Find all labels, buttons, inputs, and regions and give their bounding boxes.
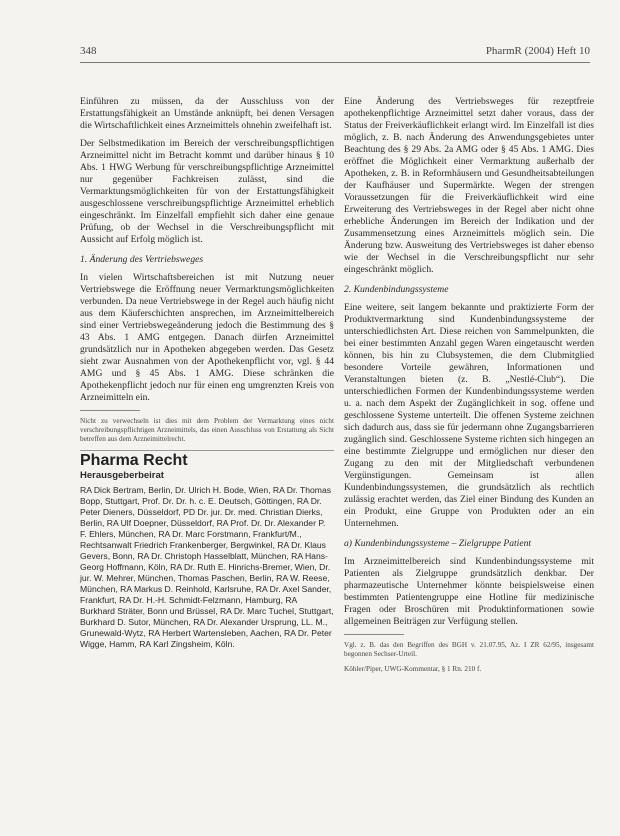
footnote-rule: [344, 634, 404, 635]
paragraph: In vielen Wirtschaftsbereichen ist mit Nutzung neuer Vertriebswege die Eröffnung neuer Vermarktungsmöglichkeiten verbunden. Da neue Vertriebswege in der Regel auch häufig nicht aus dem Käuferschichten ansprechen, im Arzneimittelbereich sind einer Vertriebswegeänderung jedoch die Bestimmung des § 43 Abs. 1 AMG entgegen. Danach dürfen Arzneimittel grundsätzlich nur in Apotheken abgegeben werden. Das Gesetz sieht zwar Ausnahmen von der Apothekenpflicht vor, vgl. § 44 AMG und § 45 Abs. 1 AMG. Diese schränken die Apothekenpflicht jedoch nur für einen eng umgrenzten Kreis von Arzneimitteln ein.: [80, 272, 334, 403]
journal-title: PharmR (2004) Heft 10: [485, 45, 590, 57]
paragraph: Einführen zu müssen, da der Ausschluss von der Erstattungsfähigkeit an Umstände anknüpft, bei denen Versagen die Wirtschaftlichkeit eines Arzneimittels ohnehin zweifelhaft ist.: [80, 96, 334, 131]
box-body: RA Dick Bertram, Berlin, Dr. Ulrich H. Bode, Wien, RA Dr. Thomas Bopp, Stuttgart, Prof. Dr. Dr. h. c. E. Deutsch, Göttingen, RA Dr. Peter Dieners, Düsseldorf, PD Dr. jur. Dr. med. Christian Dierks, Berlin, RA Ulf Doepner, Düsseldorf, RA Prof. Dr. Dr. Alexander P. F. Ehlers, München, RA Dr. Marc Forstmann, Frankfurt/M., Rechtsanwalt Friedrich Frankenberger, Bergwinkel, RA Dr. Klaus Gevers, Bonn, RA Dr. Christoph Hasselblatt, München, RA Hans-Georg Hoffmann, Köln, RA Dr. Ruth E. Hinrichs-Bremer, Wien, Dr. jur. W. Mehrer, München, Thomas Paschen, Berlin, RA W. Reese, München, RA Markus D. Reinhold, Karlsruhe, RA Dr. Axel Sander, Frankfurt, RA Dr. H.-H. Schmidt-Felzmann, Hamburg, RA Burkhard Sträter, Bonn und Brüssel, RA Dr. Marc Tuchel, Stuttgart, Burkhard D. Sutor, München, RA Dr. Alexander Ursprung, LL. M., Grunewald-Wytz, RA Herbert Wartensleben, Aachen, RA Dr. Peter Wigge, Hamm, RA Karl Zingsheim, Köln.: [80, 485, 334, 649]
paragraph: Im Arzneimittelbereich sind Kundenbindungssysteme mit Patienten als Zielgruppe grundsätzlich denkbar. Der pharmazeutische Unternehmer könnte beispielsweise einen bestimmten Patientengruppe eine Hotline für medizinische Fragen oder Broschüren mit Produktinformationen sowie allgemeinen Beiträgen zur Verfügung stellen.: [344, 556, 594, 627]
paragraph: Eine Änderung des Vertriebsweges für rezeptfreie apothekenpflichtige Arzneimittel setzt daher voraus, dass der Status der Freiverkäuflichkeit erlangt wird. Im Einzelfall ist dies möglich, z. B. nach Änderung des Anwendungsgebietes unter Beachtung des § 29 Abs. 2a AMG oder § 45 Abs. 1 AMG. Dies eröffnet die Möglichkeit einer Vermarktung außerhalb der Apotheken, z. B. in Reformhäusern und Gesundheitsabteilungen der Kaufhäuser und Supermärkte. Wegen der strengen Voraussetzungen für die Freiverkäuflichkeit wird eine Erweiterung des Vertriebsweges in der Regel aber nicht ohne erhebliche Änderungen im Bereich der Indikation und der Zusammensetzung eines Arzneimittels möglich sein. Die Änderung bzw. Ausweitung des Vertriebsweges ist daher ebenso wie der Wechsel in die Verschreibungspflicht nur sehr eingeschränkt möglich.: [344, 96, 594, 275]
paragraph: Eine weitere, seit langem bekannte und praktizierte Form der Produktvermarktung sind Kundenbindungssysteme der unterschiedlichsten Art. Diese reichen von Sammelpunkten, die bei einer bestimmten Anzahl gegen Waren eingetauscht werden können, bis hin zu Clubsystemen, die dem Clubmitglied besondere Vorteile gewähren, Informationen und Veranstaltungen bieten (z. B. „Nestlé-Club“). Die unterschiedlichen Formen der Kundenbindungssysteme werden u. a. nach dem Aspekt der Zugänglichkeit in sog. offene und geschlossene Systeme unterteilt. Die offenen Systeme zeichnen sich dadurch aus, dass sie für jedermann ohne Zugangsbarrieren zugänglich sind. Geschlossene Systeme richten sich hingegen an eine bestimmte Zielgruppe und ermöglichen nur dieser den Zugang zu den mit der Mitgliedschaft verbundenen Vergünstigungen. Gemeinsam ist allen Kundenbindungssystemen, die grundsätzlich als rechtlich zulässig erachtet werden, das Ziel einer Bindung des Kunden an ein Produkt, eine Gruppe von Produkten oder an ein Unternehmen.: [344, 302, 594, 529]
right-column: [344, 96, 594, 674]
page-header: [80, 45, 590, 61]
left-column: [80, 96, 334, 650]
footnote: Nicht zu verwechseln ist dies mit dem Problem der Vermarktung eines nicht verschreibungspflichtigen Arzneimittels, das einen Ausschluss von Erstattung als Sicht betreffen aus dem Arzneimittelrecht.: [80, 417, 334, 443]
page-number: 348: [80, 45, 97, 57]
paragraph: Der Selbstmedikation im Bereich der verschreibungspflichtigen Arzneimittel nicht im Betracht kommt und darüber hinaus § 10 Abs. 1 HWG Werbung für verschreibungspflichtige Arzneimittel nur gegenüber Fachkreisen zulässt, sind die Vermarktungsmöglichkeiten für von der Erstattungsfähigkeit ausgeschlossene verschreibungspflichtige Arzneimittel erheblich eingeschränkt. Im Einzelfall empfiehlt sich daher eine genaue Prüfung, ob der Wechsel in die Verschreibungspflicht mit Aussicht auf Erfolg möglich ist.: [80, 138, 334, 245]
box-title: Pharma Recht: [80, 452, 188, 469]
section-heading: 1. Änderung des Vertriebsweges: [80, 254, 204, 265]
editorial-board-box: [80, 450, 334, 650]
header-rule: [80, 62, 590, 63]
footnote-rule: [80, 410, 140, 411]
footnote: Köhler/Piper, UWG-Kommentar, § 1 Rn. 210 f.: [344, 665, 482, 673]
box-subtitle: Herausgeberbeirat: [80, 470, 164, 481]
section-heading: 2. Kundenbindungssysteme: [344, 284, 449, 295]
section-heading: a) Kundenbindungssysteme – Zielgruppe Patient: [344, 538, 532, 549]
footnote: Vgl. z. B. das den Begriffen des BGH v. 21.07.95, Az. I ZR 62/95, insgesamt begonnen Sechser-Urteil.: [344, 641, 594, 658]
